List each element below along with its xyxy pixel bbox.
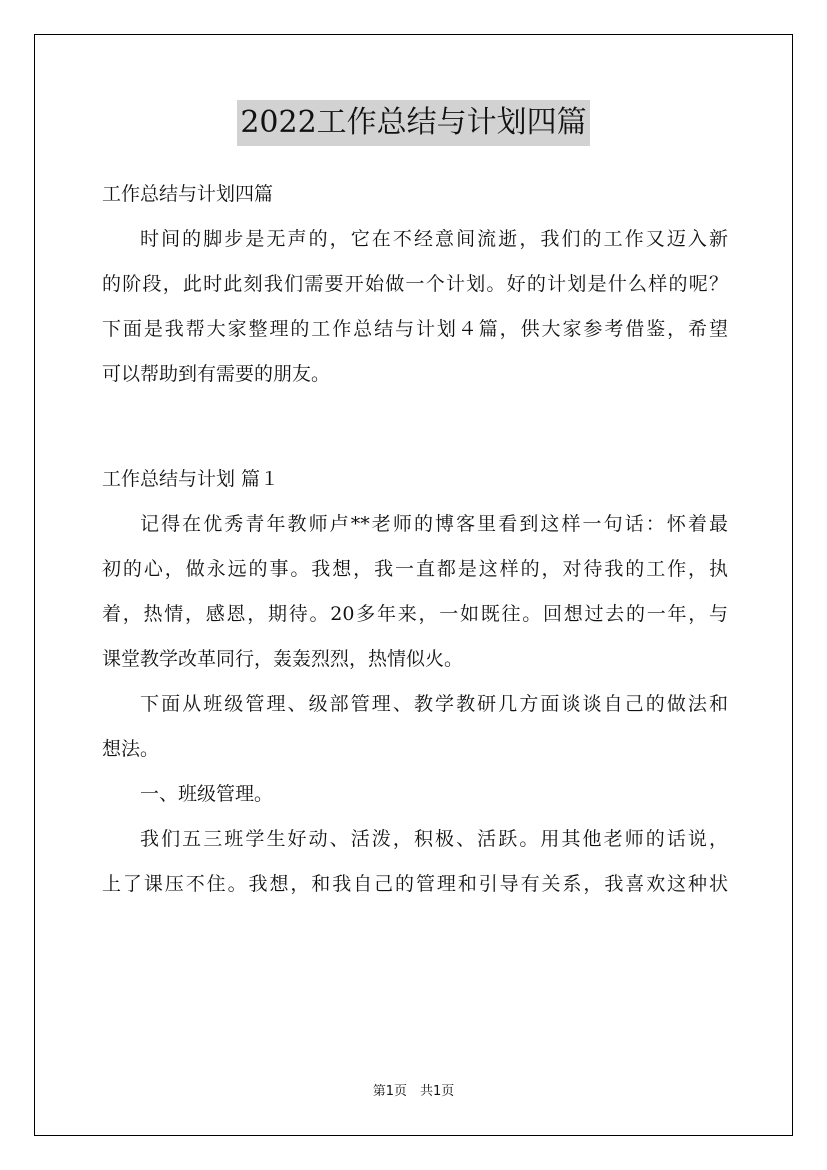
intro-line: 时间的脚步是无声的，它在不经意间流逝，我们的工作又迈入新 xyxy=(140,228,728,250)
document-body xyxy=(102,172,728,907)
paragraph-3 xyxy=(102,817,728,907)
subheading-class-management: 一、班级管理。 xyxy=(140,783,274,805)
paragraph-line: 课堂教学改革同行，轰轰烈烈，热情似火。 xyxy=(102,648,464,670)
title-container xyxy=(0,100,827,146)
intro-line: 下面是我帮大家整理的工作总结与计划４篇，供大家参考借鉴，希望 xyxy=(102,318,728,340)
paragraph-line: 上了课压不住。我想，和我自己的管理和引导有关系，我喜欢这种状 xyxy=(102,873,728,895)
page-number-footer: 第1页 共1页 xyxy=(372,1084,455,1099)
paragraph-line: 我们五三班学生好动、活泼，积极、活跃。用其他老师的话说， xyxy=(140,828,728,850)
section-gap xyxy=(102,397,728,457)
section-heading: 工作总结与计划 篇１ xyxy=(102,468,280,490)
paragraph-line: 初的心，做永远的事。我想，我一直都是这样的，对待我的工作，执 xyxy=(102,558,728,580)
paragraph-line: 记得在优秀青年教师卢**老师的博客里看到这样一句话：怀着最 xyxy=(140,513,728,535)
paragraph-line: 想法。 xyxy=(102,738,160,760)
intro-line: 的阶段，此时此刻我们需要开始做一个计划。好的计划是什么样的呢？ xyxy=(102,273,728,295)
paragraph-1 xyxy=(102,502,728,682)
intro-heading: 工作总结与计划四篇 xyxy=(102,183,274,205)
paragraph-line: 着，热情，感恩，期待。20多年来，一如既往。回想过去的一年，与 xyxy=(102,603,728,625)
paragraph-2 xyxy=(102,682,728,772)
intro-paragraph xyxy=(102,217,728,397)
intro-line: 可以帮助到有需要的朋友。 xyxy=(102,363,331,385)
document-title: 2022工作总结与计划四篇 xyxy=(237,100,589,146)
paragraph-line: 下面从班级管理、级部管理、教学教研几方面谈谈自己的做法和 xyxy=(140,693,728,715)
